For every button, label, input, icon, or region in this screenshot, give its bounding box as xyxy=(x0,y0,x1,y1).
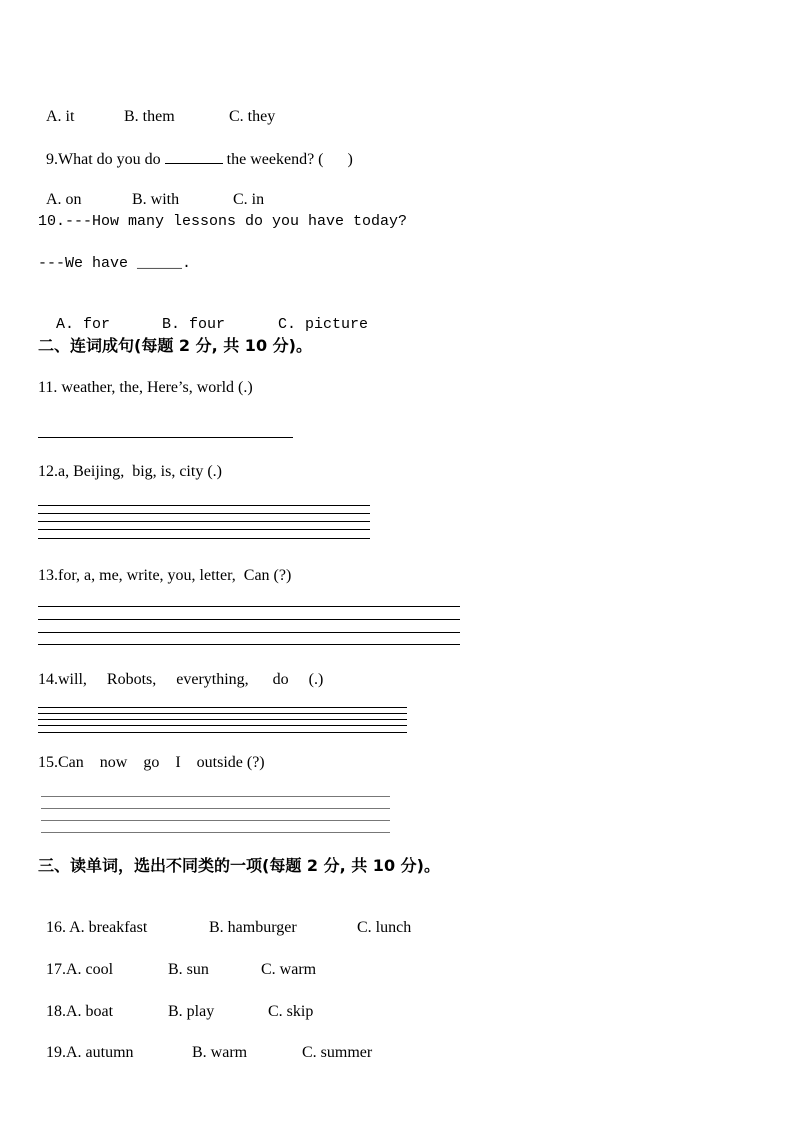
q16-row xyxy=(38,898,411,938)
q9-question xyxy=(38,129,353,170)
answer-rule xyxy=(38,707,407,708)
q10-option-b[interactable]: B. four xyxy=(162,316,226,333)
q17-option-b[interactable]: B. sun xyxy=(168,961,209,978)
answer-rule xyxy=(38,732,407,733)
q18-option-c[interactable]: C. skip xyxy=(268,1003,314,1020)
q19-row xyxy=(38,1023,372,1063)
q15-prompt: 15.Can now go I outside (?) xyxy=(38,754,265,771)
q9-text-before: 9.What do you do xyxy=(46,151,165,168)
answer-rule xyxy=(38,713,407,714)
q10-question: 10.---How many lessons do you have today? xyxy=(38,213,408,230)
q18-option-a[interactable]: 18.A. boat xyxy=(46,1003,114,1020)
q8-option-a[interactable]: A. it xyxy=(46,108,75,125)
q12-prompt: 12.a, Beijing, big, is, city (.) xyxy=(38,463,222,480)
answer-rule xyxy=(38,725,407,726)
answer-rule xyxy=(38,513,370,514)
q18-option-b[interactable]: B. play xyxy=(168,1003,215,1020)
q9-option-a[interactable]: A. on xyxy=(46,191,82,208)
q10-answer-line: ---We have _____. xyxy=(38,255,192,272)
answer-rule xyxy=(41,808,390,809)
answer-rule xyxy=(38,529,370,530)
q10-option-c[interactable]: C. picture xyxy=(278,316,369,333)
answer-rule xyxy=(38,644,460,645)
q8-option-c[interactable]: C. they xyxy=(229,108,276,125)
answer-rule xyxy=(38,505,370,506)
q9-option-c[interactable]: C. in xyxy=(233,191,265,208)
answer-rule xyxy=(41,820,390,821)
answer-rule xyxy=(41,832,390,833)
q17-option-a[interactable]: 17.A. cool xyxy=(46,961,114,978)
section-2-title: 二、连词成句(每题 2 分, 共 10 分)。 xyxy=(38,336,312,355)
q10-options xyxy=(38,295,368,335)
q16-option-a[interactable]: 16. A. breakfast xyxy=(46,919,148,936)
q9-options xyxy=(38,170,264,210)
q8-option-b[interactable]: B. them xyxy=(124,108,175,125)
q19-option-a[interactable]: 19.A. autumn xyxy=(46,1044,134,1061)
q18-row xyxy=(38,982,313,1022)
q8-options xyxy=(38,87,275,127)
answer-rule xyxy=(41,796,390,797)
q17-option-c[interactable]: C. warm xyxy=(261,961,317,978)
answer-rule xyxy=(38,719,407,720)
q9-text-after: the weekend? ( ) xyxy=(222,151,353,168)
answer-rule xyxy=(38,521,370,522)
q11-answer-line[interactable] xyxy=(38,437,293,438)
q16-option-b[interactable]: B. hamburger xyxy=(209,919,297,936)
q17-row xyxy=(38,940,316,980)
q14-prompt: 14.will, Robots, everything, do (.) xyxy=(38,671,324,688)
q10-option-a[interactable]: A. for xyxy=(56,316,111,333)
answer-rule xyxy=(38,606,460,607)
q19-option-c[interactable]: C. summer xyxy=(302,1044,373,1061)
q11-prompt: 11. weather, the, Here’s, world (.) xyxy=(38,379,253,396)
q9-option-b[interactable]: B. with xyxy=(132,191,180,208)
answer-rule xyxy=(38,538,370,539)
section-3-title: 三、读单词，选出不同类的一项(每题 2 分, 共 10 分)。 xyxy=(38,856,440,875)
q13-prompt: 13.for, a, me, write, you, letter, Can (?) xyxy=(38,567,292,584)
q9-answer-blank[interactable] xyxy=(165,149,223,164)
q19-option-b[interactable]: B. warm xyxy=(192,1044,248,1061)
answer-rule xyxy=(38,619,460,620)
q16-option-c[interactable]: C. lunch xyxy=(357,919,412,936)
answer-rule xyxy=(38,632,460,633)
